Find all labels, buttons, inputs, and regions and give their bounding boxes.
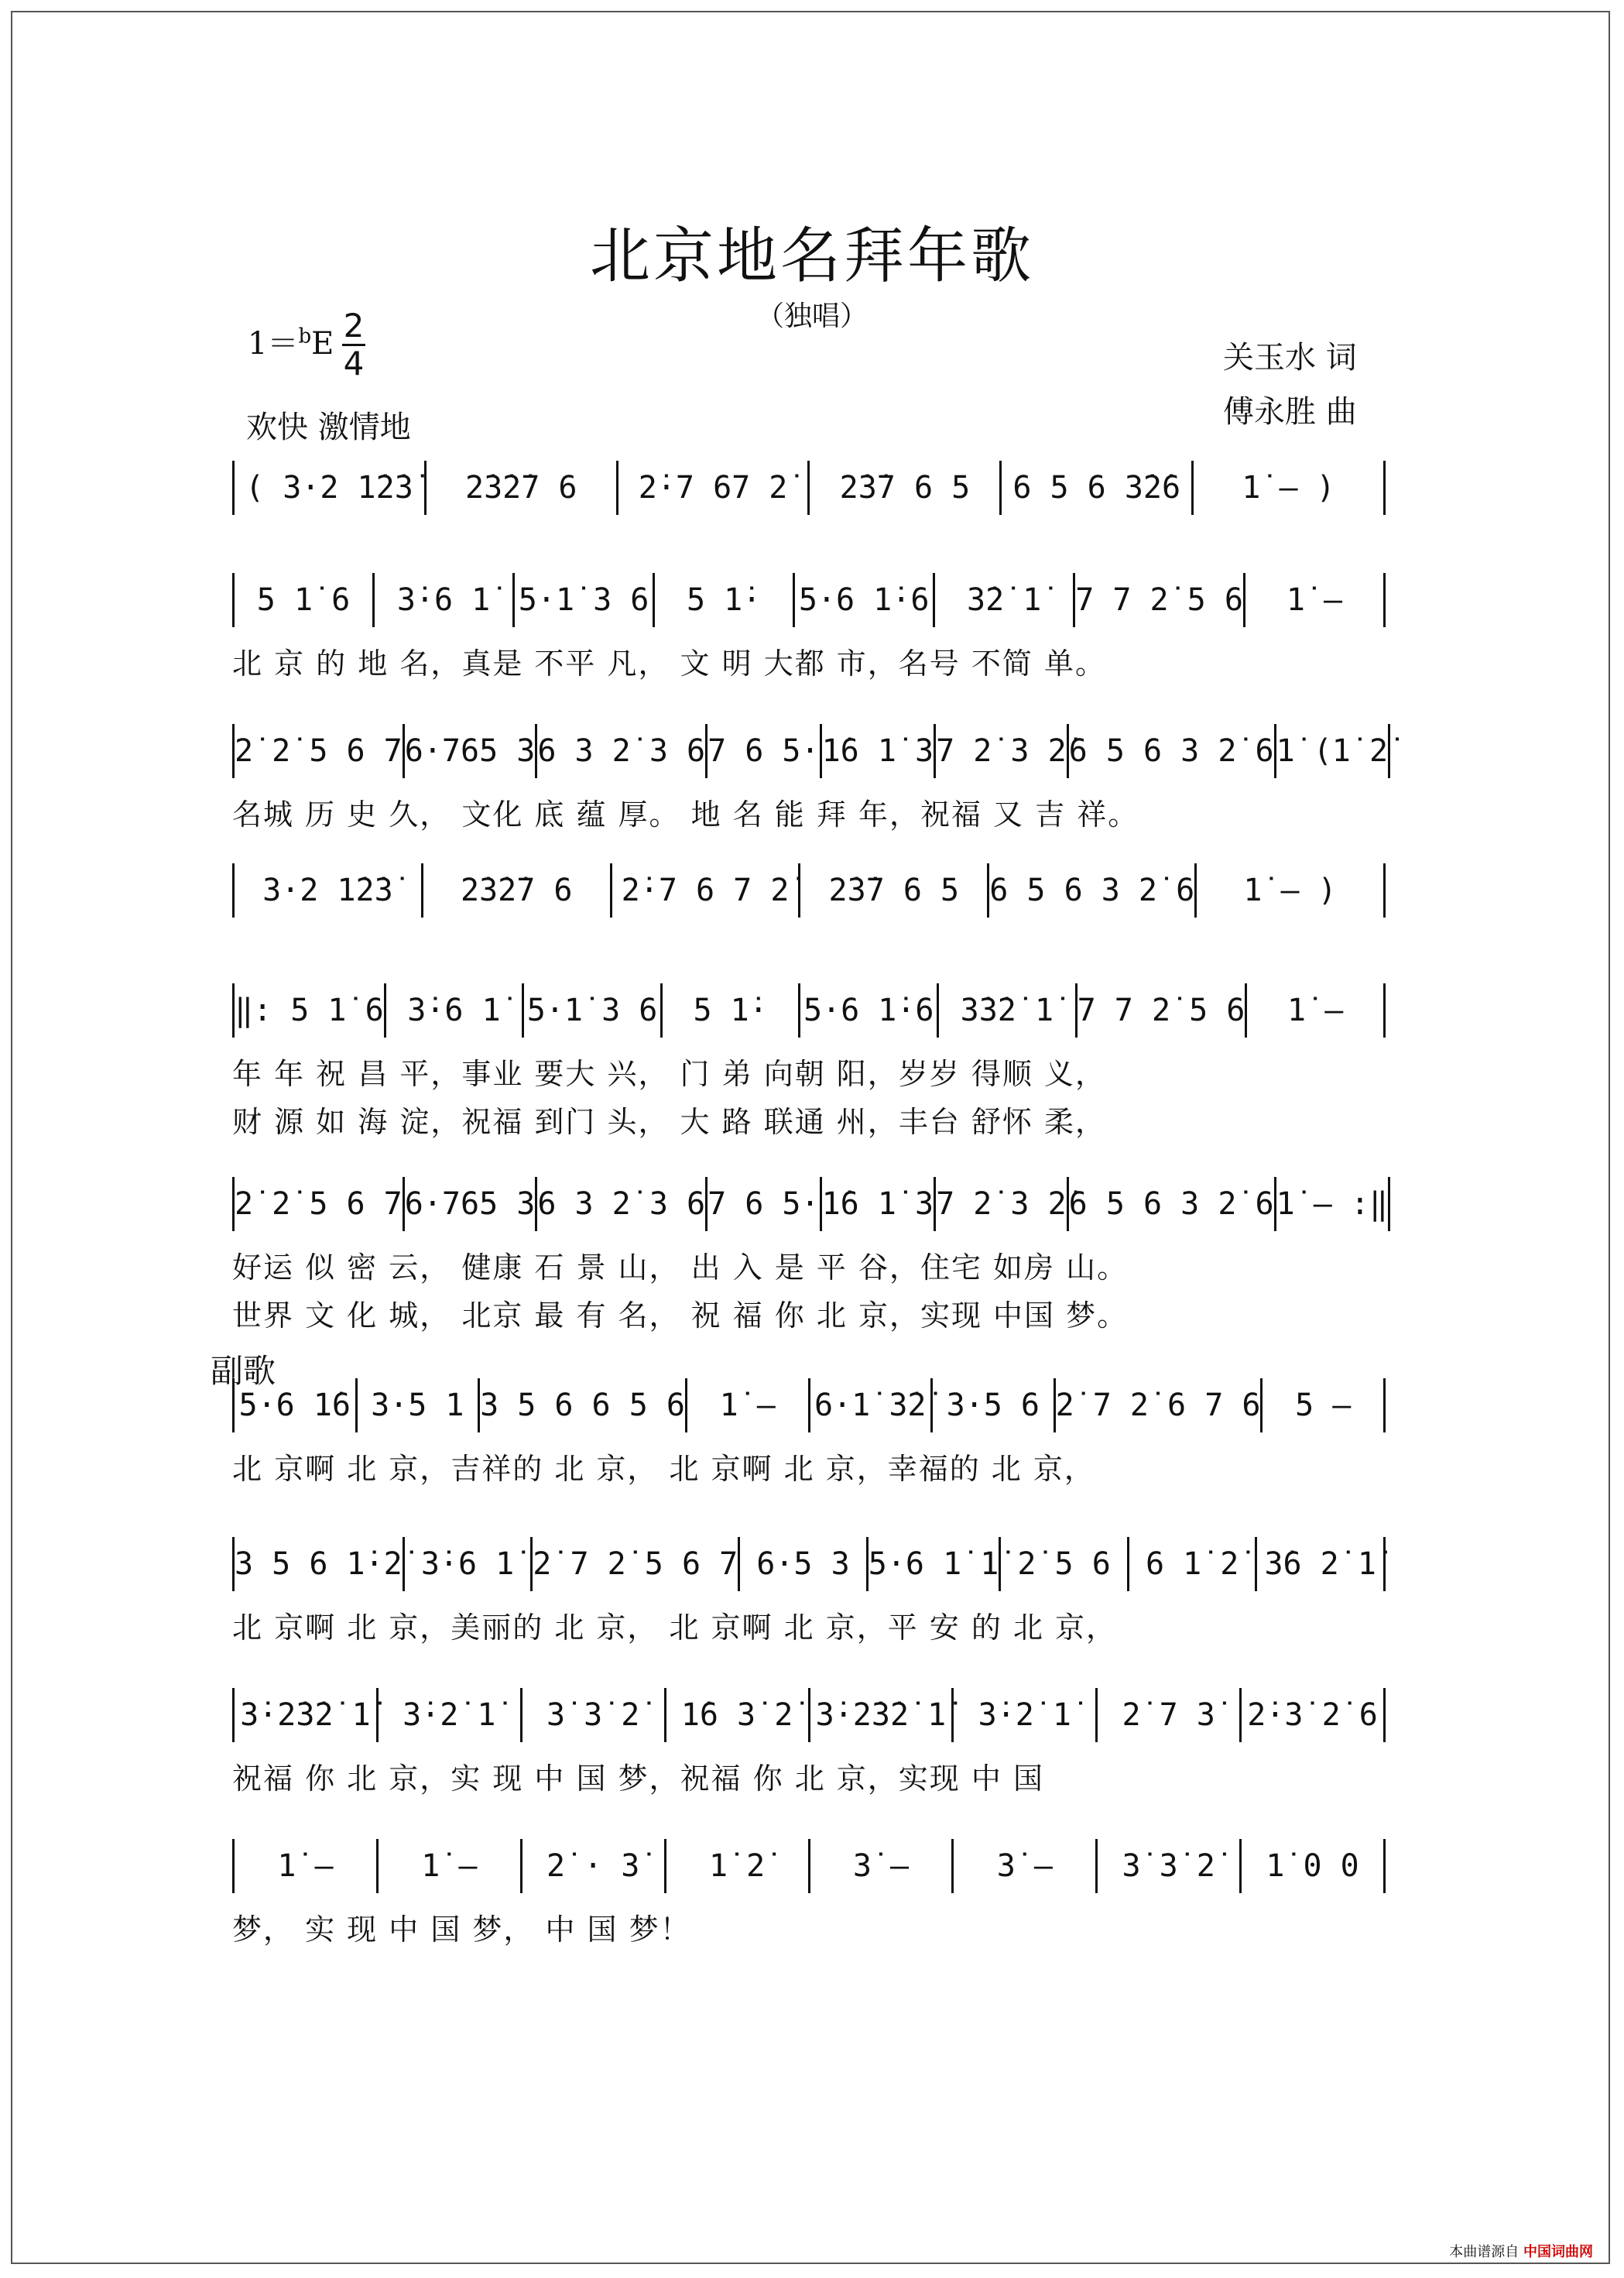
notation-system xyxy=(232,1688,1386,1796)
lyric-line: 年 年 祝 昌 平，事业 要大 兴， 门 弟 向朝 阳，岁岁 得顺 义， xyxy=(232,1056,1106,1091)
measure: 6 1̇ 2̇ xyxy=(1127,1537,1256,1591)
measure: 2̇3̇2̇7 6 xyxy=(421,863,610,918)
measure: 5·1̇ 3 6 xyxy=(522,983,660,1038)
lyric-line: 北 京啊 北 京，吉祥的 北 京， 北 京啊 北 京，幸福的 北 京， xyxy=(232,1451,1095,1486)
measure: 1̇ 2̇ xyxy=(664,1839,808,1893)
lyric-line: 梦， 实 现 中 国 梦， 中 国 梦！ xyxy=(232,1912,691,1947)
measure: 3̇2̇ 1̇ xyxy=(933,573,1073,627)
notes-row xyxy=(232,1378,1386,1432)
measure: 3̇·2̇ 1̇ xyxy=(376,1688,520,1742)
key-flat: b xyxy=(298,324,312,348)
measure: 3 5 6 1̇·2̇ xyxy=(232,1537,403,1591)
measure: 2̇3̇7 6 5 xyxy=(798,863,987,918)
measure: 6 3 2̇ 3 6 xyxy=(535,724,705,778)
lyricist-credit: 关玉水 词 xyxy=(1223,340,1357,376)
lyric-line: 北 京 的 地 名，真是 不平 凡， 文 明 大都 市，名号 不简 单。 xyxy=(232,646,1106,681)
measure: 6 5 6 3̇2̇6 xyxy=(999,461,1191,515)
measure: 7 2̇ 3 2̇ xyxy=(934,724,1067,778)
measure: 3̇·6 1̇ xyxy=(372,573,512,627)
measure: 3̇·2̇3̇2̇ 1̇ xyxy=(808,1688,952,1742)
measure: ‖: 5 1̇ 6 xyxy=(232,983,384,1038)
measure: 6 3 2̇ 3 6 xyxy=(535,1177,705,1231)
measure: 1̇ (1̇ 2̇ xyxy=(1274,724,1391,778)
time-denominator: 4 xyxy=(343,345,365,383)
measure: 6·765 3 xyxy=(403,724,536,778)
measure: 7 7 2̇ 5 6 xyxy=(1073,573,1243,627)
notation-system xyxy=(232,1378,1386,1487)
measure: 1̇6 1̇ 3 xyxy=(820,1177,934,1231)
measure: 3̇·6 1̇ xyxy=(403,1537,531,1591)
time-signature xyxy=(341,308,367,382)
measure: 5·6 1̇·6 xyxy=(793,573,933,627)
notation-system xyxy=(232,1839,1386,1947)
measure: 3̇ – xyxy=(808,1839,952,1893)
measure: 2̇ 7 2̇ 6 7 6 xyxy=(1054,1378,1261,1432)
composer-credit: 傅永胜 曲 xyxy=(1223,394,1357,430)
measure: 1̇6 3̇ 2̇ xyxy=(664,1688,808,1742)
measure: 2̇·7 67 2̇ xyxy=(616,461,808,515)
measure: 6 5 6 3 2̇ 6 xyxy=(1067,1177,1274,1231)
measure: 3̇3̇2̇ 1̇ xyxy=(937,983,1075,1038)
measure: 2̇ 5 6 xyxy=(999,1537,1127,1591)
measure: 3·2 1̇2̇3̇ xyxy=(232,863,421,918)
measure: 7 7 2̇ 5 6 xyxy=(1075,983,1245,1038)
measure: 1̇6 1̇ 3 xyxy=(820,724,934,778)
footer-source xyxy=(1449,2241,1593,2261)
measure: 2̇ 2̇ 5 6 7 xyxy=(232,724,403,778)
notation-system xyxy=(232,724,1389,832)
measure: 6·765 3 xyxy=(403,1177,536,1231)
notation-system xyxy=(232,1177,1389,1333)
measure: 3̇·2̇3̇2̇ 1̇ xyxy=(232,1688,376,1742)
measure: 2̇ 2̇ 5 6 7 xyxy=(232,1177,403,1231)
notes-row xyxy=(232,461,1386,515)
chorus-label: 副歌 xyxy=(211,1352,276,1390)
measure: 5 1̇· xyxy=(660,983,799,1038)
lyric-line: 财 源 如 海 淀，祝福 到门 头， 大 路 联通 州，丰台 舒怀 柔， xyxy=(232,1104,1106,1139)
footer-source-label: 本曲谱源自 xyxy=(1449,2244,1520,2260)
measure: 1̇ – :‖ xyxy=(1274,1177,1391,1231)
measure: 2̇·3̇ 2̇ 6 xyxy=(1239,1688,1386,1742)
measure: 6·5 3 xyxy=(738,1537,866,1591)
measure: 5 1̇· xyxy=(653,573,793,627)
notes-row xyxy=(232,1839,1386,1893)
measure: 1̇ – ) xyxy=(1191,461,1386,515)
lyric-line: 祝福 你 北 京，实 现 中 国 梦，祝福 你 北 京，实现 中 国 xyxy=(232,1761,1044,1796)
time-numerator: 2 xyxy=(343,307,365,345)
measure: 5 – xyxy=(1260,1378,1386,1432)
footer-brand: 中国词曲网 xyxy=(1523,2244,1593,2260)
measure: 1̇ – xyxy=(232,1839,376,1893)
measure: 6 5 6 3 2̇ 6 xyxy=(1067,724,1274,778)
notation-system xyxy=(232,1537,1386,1645)
measure: 7 6 5· xyxy=(705,724,820,778)
lyric-line: 名城 历 史 久， 文化 底 蕴 厚。 地 名 能 拜 年，祝福 又 吉 祥。 xyxy=(232,797,1139,832)
measure: 2̇ 7 3̇ xyxy=(1095,1688,1239,1742)
measure: 2̇3̇2̇7 6 xyxy=(424,461,616,515)
measure: 7 2̇ 3 2̇ xyxy=(934,1177,1067,1231)
measure: 2̇ · 3̇ xyxy=(520,1839,664,1893)
notes-row xyxy=(232,1537,1386,1591)
measure: 2̇3̇7 6 5 xyxy=(807,461,999,515)
notation-system xyxy=(232,983,1386,1138)
notes-row xyxy=(232,863,1386,918)
measure: 5·6 1̇6 xyxy=(232,1378,355,1432)
notation-system xyxy=(232,573,1386,681)
measure: 1̇ – xyxy=(685,1378,808,1432)
notation-system xyxy=(232,461,1386,523)
measure: 3̇ 3̇ 2̇ xyxy=(520,1688,664,1742)
measure: 1̇ – xyxy=(376,1839,520,1893)
notes-row xyxy=(232,1688,1386,1742)
key-label: 1＝ xyxy=(248,326,299,362)
measure: 5 1̇ 6 xyxy=(232,573,372,627)
notes-row xyxy=(232,1177,1389,1231)
measure: 3̇·6 1̇ xyxy=(384,983,522,1038)
notes-row xyxy=(232,573,1386,627)
notes-row xyxy=(232,983,1386,1038)
measure: ( 3·2 1̇2̇3̇ xyxy=(232,461,424,515)
measure: 1̇ – ) xyxy=(1194,863,1386,918)
measure: 5·6 1̇ 1̇ xyxy=(866,1537,999,1591)
measure: 3̇ – xyxy=(951,1839,1095,1893)
measure: 5·1̇ 3 6 xyxy=(512,573,653,627)
key-signature xyxy=(248,319,334,363)
measure: 6 5 6 3 2̇ 6 xyxy=(987,863,1194,918)
measure: 3·5 6 xyxy=(930,1378,1054,1432)
measure: 1̇ – xyxy=(1245,983,1386,1038)
measure: 3 5 6 6 5 6 xyxy=(478,1378,685,1432)
lyric-line: 好运 似 密 云， 健康 石 景 山， 出 入 是 平 谷，住宅 如房 山。 xyxy=(232,1250,1129,1285)
measure: 2̇·7 6 7 2̇ xyxy=(610,863,799,918)
measure: 6·1̇ 3̇2̇ xyxy=(808,1378,931,1432)
notes-row xyxy=(232,724,1389,778)
measure: 2̇ 7 2̇ 5 6 7 xyxy=(530,1537,738,1591)
song-subtitle: （独唱） xyxy=(755,300,868,332)
measure: 1̇ 0 0 xyxy=(1239,1839,1386,1893)
measure: 3̇·2̇ 1̇ xyxy=(951,1688,1095,1742)
lyric-line: 世界 文 化 城， 北京 最 有 名， 祝 福 你 北 京，实现 中国 梦。 xyxy=(232,1298,1129,1333)
key-note: E xyxy=(311,326,334,362)
measure: 3̇6 2̇ 1̇ xyxy=(1255,1537,1386,1591)
measure: 1̇ – xyxy=(1243,573,1386,627)
measure: 3̇ 3̇ 2̇ xyxy=(1095,1839,1239,1893)
measure: 7 6 5· xyxy=(705,1177,820,1231)
lyric-line: 北 京啊 北 京，美丽的 北 京， 北 京啊 北 京，平 安 的 北 京， xyxy=(232,1610,1118,1645)
song-title: 北京地名拜年歌 xyxy=(589,221,1034,291)
measure: 5·6 1̇·6 xyxy=(798,983,937,1038)
tempo-marking: 欢快 激情地 xyxy=(246,410,411,445)
measure: 3·5 1 xyxy=(355,1378,478,1432)
notation-system xyxy=(232,863,1386,925)
